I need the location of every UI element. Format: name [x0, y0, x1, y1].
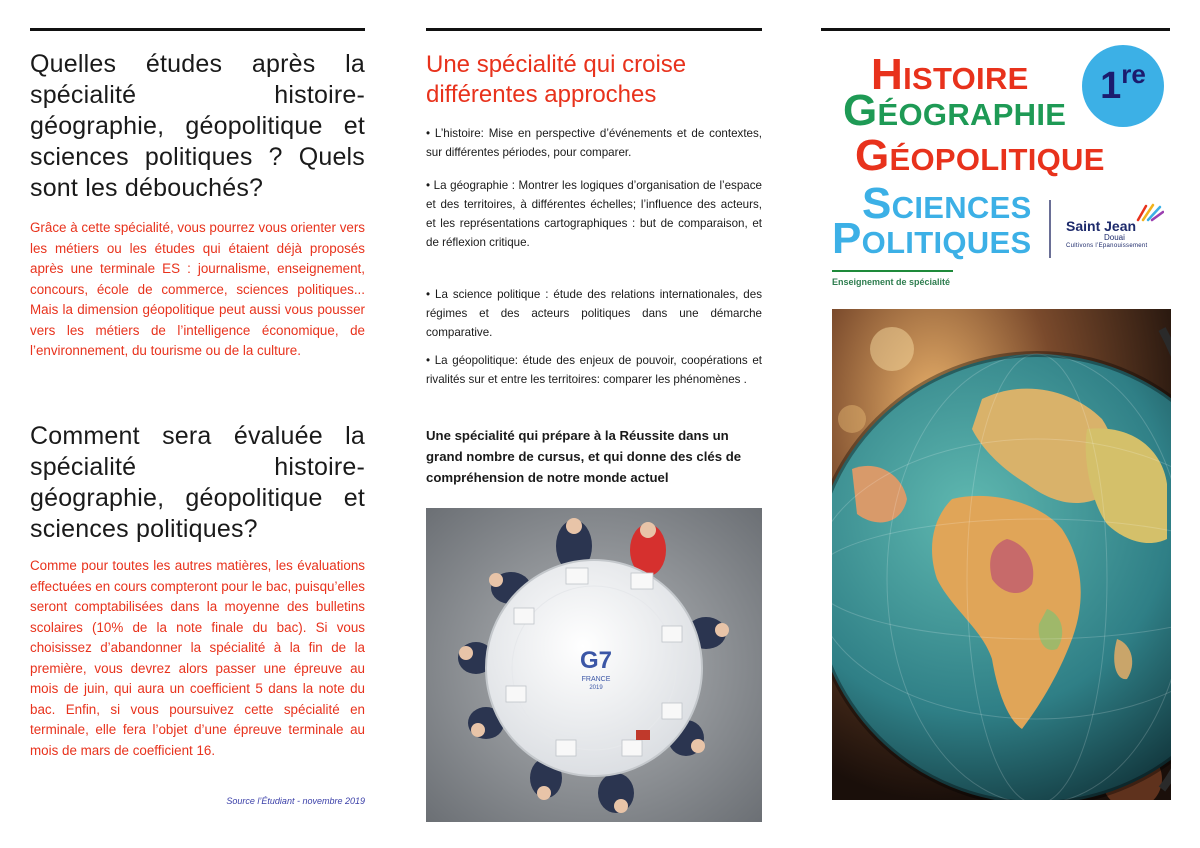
heading-etudes-debouches: Quelles études après la spécialité histoire-géographie, géopolitique et sciences politiques ? Quels sont les débouchés? — [30, 50, 365, 202]
grade-badge — [1082, 45, 1164, 127]
title-politiques — [832, 214, 1031, 264]
title-politiques-rest: OLITIQUES — [861, 225, 1032, 260]
heading-evaluation: Comment sera évaluée la spécialité histoire-géographie, géopolitique et sciences politiques? — [30, 422, 365, 543]
title-histoire-cap: H — [871, 50, 904, 99]
title-politiques-cap: P — [832, 214, 862, 263]
globe-illustration — [832, 309, 1171, 800]
school-city: Douai — [1104, 233, 1125, 242]
title-geographie-rest: ÉOGRAPHIE — [877, 97, 1067, 132]
title-geopolitique — [855, 131, 1105, 181]
paragraph-orientation: Grâce à cette spécialité, vous pourrez vous orienter vers les métiers ou les études qui étaient déjà proposés après une terminale ES : journalisme, enseignement, concours, école de commerce, sciences politiques... Mais la dimension géopolitique peut aussi vous pousser vers les métiers de l’intelligence économique, de l’environnement, du tourisme ou de la culture. — [30, 220, 365, 358]
g7-summit-photo — [426, 508, 762, 822]
logo-divider — [1049, 200, 1051, 258]
paragraph-evaluation: Comme pour toutes les autres matières, les évaluations effectuées en cours compteront pour le bac, puisqu’elles seront comptabilisées dans la moyenne des bulletins scolaires (10% de la note finale du bac). Si vous choisissez d’abandonner la spécialité à la fin de la première, vous devrez alors passer une épreuve au mois de juin, qui aura un coefficient 5 dans la note du bac. Enfin, si vous poursuivez cette spécialité en terminale, elle fera l’objet d’une épreuve terminale au mois de mars de coefficient 16. — [30, 558, 365, 758]
title-geopolitique-rest: ÉOPOLITIQUE — [889, 142, 1105, 177]
heading-approches: Une spécialité qui croise différentes approches — [426, 51, 687, 108]
grade-badge-suffix: re — [1121, 58, 1146, 89]
g7-logo-sub: FRANCE — [581, 676, 611, 683]
g7-summit-illustration — [426, 508, 762, 822]
title-sciences-cap: S — [862, 179, 892, 228]
bold-statement: Une spécialité qui prépare à la Réussite dans un grand nombre de cursus, et qui donne des clés de compréhension de notre monde actuel — [426, 428, 742, 485]
g7-logo-year: 2019 — [589, 685, 603, 691]
globe-photo — [832, 309, 1171, 800]
top-rule-right — [821, 28, 1170, 31]
school-logo-rays-icon — [1136, 202, 1164, 222]
bullet-geopolitique: • La géopolitique: étude des enjeux de pouvoir, coopérations et rivalités sur et entre les territoires: comparer les phénomènes . — [426, 354, 762, 386]
title-histoire-rest: ISTOIRE — [903, 61, 1029, 96]
g7-logo-text: G7 — [579, 647, 613, 674]
spec-rule — [832, 270, 953, 272]
bullet-science-politique: • La science politique : étude des relations internationales, des régimes et des acteurs politiques dans une démarche comparative. — [426, 288, 762, 339]
top-rule-left — [30, 28, 365, 31]
source-citation: Source l’Étudiant - novembre 2019 — [226, 796, 365, 806]
spec-label: Enseignement de spécialité — [832, 277, 951, 287]
school-tagline: Cultivons l’Epanouissement — [1066, 243, 1148, 249]
bullet-histoire: • L’histoire: Mise en perspective d’événements et de contextes, sur différentes périodes, pour comparer. — [426, 127, 762, 159]
bullet-geographie: • La géographie : Montrer les logiques d’organisation de l’espace et des territoires, à différentes échelles; l’influence des acteurs, et les représentations cartographiques : but de comparaison, et de réflexion critique. — [426, 179, 762, 249]
school-name: Saint Jean — [1066, 218, 1137, 234]
top-rule-middle — [426, 28, 762, 31]
title-geographie-cap: G — [843, 86, 878, 135]
grade-badge-number: 1 — [1100, 64, 1122, 107]
title-geopolitique-cap: G — [855, 131, 890, 180]
title-geographie — [843, 86, 1066, 136]
title-sciences-rest: CIENCES — [891, 190, 1032, 225]
